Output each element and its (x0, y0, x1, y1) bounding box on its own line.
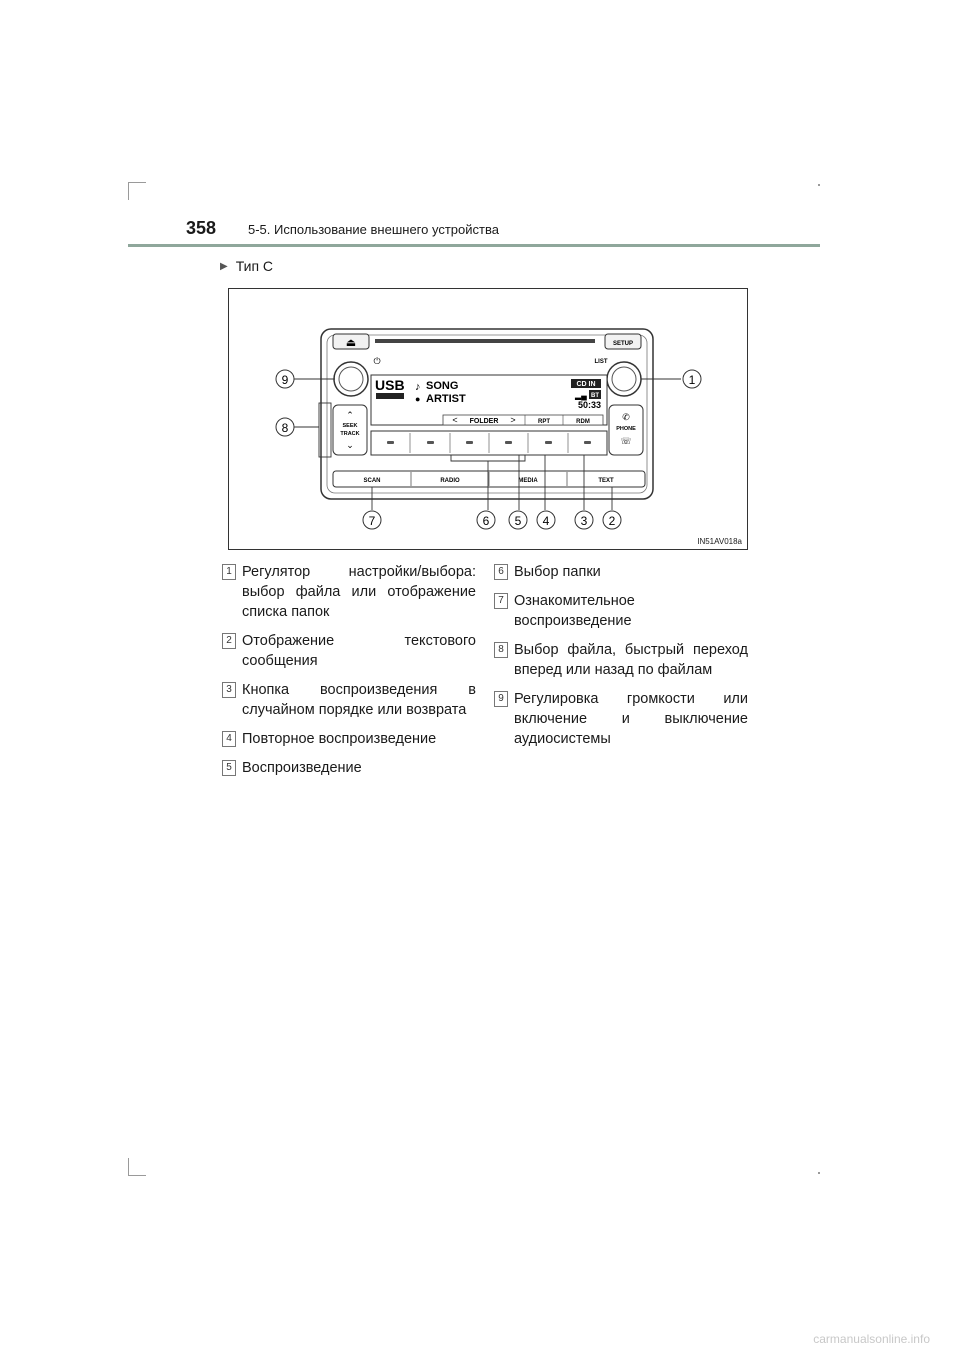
callout-1 (683, 370, 701, 388)
folder-right-chevron-icon: > (510, 415, 516, 425)
header-rule (128, 244, 820, 247)
power-icon: ⏻ (373, 356, 381, 366)
phone-hangup-icon: ☏ (620, 436, 632, 446)
legend-item (494, 640, 748, 680)
track-label: TRACK (340, 431, 360, 437)
legend-number: 5 (222, 760, 236, 776)
section-title: 5-5. Использование внешнего устройства (248, 222, 499, 237)
svg-text:3: 3 (580, 514, 588, 528)
svg-text:5: 5 (514, 514, 522, 528)
display-artist: ARTIST (426, 393, 466, 405)
legend-item (494, 591, 748, 631)
phone-label: PHONE (616, 426, 636, 432)
legend-item (222, 729, 476, 749)
radio-label: RADIO (440, 478, 460, 484)
type-label (220, 258, 273, 274)
usb-device-icon (376, 393, 404, 399)
legend-number: 1 (222, 564, 236, 580)
callout-8 (276, 418, 294, 436)
note-icon: ♪ (415, 381, 421, 393)
audio-unit-diagram (229, 289, 749, 551)
legend-text: Повторное воспроизведение (242, 731, 437, 747)
folder-left-chevron-icon: < (452, 415, 458, 425)
legend-text: Отображение текстового сообщения (242, 633, 476, 669)
crop-mark-top-left-v (128, 182, 129, 200)
crop-mark-top-right (818, 184, 820, 186)
eject-icon: ⏏ (345, 337, 357, 349)
legend-item (222, 758, 476, 778)
volume-knob-inner (339, 367, 363, 391)
crop-mark-top-left-h (128, 182, 146, 183)
phone-pickup-icon: ✆ (622, 412, 630, 422)
media-label: MEDIA (518, 478, 538, 484)
legend-text: Воспроизведение (242, 760, 362, 776)
display-song: SONG (426, 380, 459, 392)
seek-down-chevron-icon: ⌄ (346, 440, 354, 450)
watermark: carmanualsonline.info (813, 1332, 930, 1346)
display-source: USB (375, 377, 405, 393)
person-icon: ● (415, 394, 421, 404)
scan-label: SCAN (363, 478, 381, 484)
callout-3 (575, 511, 593, 529)
legend-number: 8 (494, 642, 508, 658)
callout-9 (276, 370, 294, 388)
legend-text: Кнопка воспроизведения в случайном порядке или возврата (242, 682, 476, 718)
legend-number: 7 (494, 593, 508, 609)
crop-mark-bottom-left-h (128, 1175, 146, 1176)
cd-slot (375, 339, 595, 343)
text-label: TEXT (598, 478, 614, 484)
svg-text:1: 1 (688, 373, 696, 387)
legend-right-column (494, 562, 748, 758)
crop-mark-bottom-right (818, 1172, 820, 1174)
legend-text: Выбор файла, быстрый переход вперед или назад по файлам (514, 642, 748, 678)
rpt-label: RPT (538, 419, 550, 425)
callout-4 (537, 511, 555, 529)
callout-2 (603, 511, 621, 529)
legend-text: Ознакомительное воспроизведение (514, 593, 635, 629)
svg-text:4: 4 (542, 514, 550, 528)
seek-up-chevron-icon: ⌃ (346, 410, 354, 420)
triangle-bullet-icon: ▶ (220, 260, 228, 272)
legend-text: Регулятор настройки/выбора: выбор файла или отображение списка папок (242, 564, 476, 620)
legend-item (222, 631, 476, 671)
tune-knob-inner (612, 367, 636, 391)
legend-text: Выбор папки (514, 564, 601, 580)
svg-text:2: 2 (608, 514, 616, 528)
legend-number: 4 (222, 731, 236, 747)
callout-7 (363, 511, 381, 529)
legend-text: Регулировка громкости или включение и выключение аудиосистемы (514, 691, 748, 747)
cd-in-label: CD IN (576, 381, 596, 388)
callout-5 (509, 511, 527, 529)
type-label-text: Тип C (235, 258, 274, 274)
callout-6 (477, 511, 495, 529)
legend-number: 2 (222, 633, 236, 649)
signal-icon: ▂▄ (575, 391, 587, 400)
legend-item (222, 680, 476, 720)
svg-text:9: 9 (281, 373, 289, 387)
svg-text:6: 6 (482, 514, 490, 528)
legend-number: 6 (494, 564, 508, 580)
crop-mark-bottom-left-v (128, 1158, 129, 1176)
legend-number: 9 (494, 691, 508, 707)
setup-label: SETUP (612, 341, 634, 347)
svg-text:7: 7 (368, 514, 376, 528)
list-label: LIST (594, 359, 608, 365)
figure-code: IN51AV018a (697, 537, 742, 546)
bt-label: BT (591, 393, 599, 399)
legend-number: 3 (222, 682, 236, 698)
page-number: 358 (186, 218, 217, 238)
seek-label: SEEK (342, 423, 358, 429)
svg-text:8: 8 (281, 421, 289, 435)
display-time: 50:33 (577, 400, 601, 410)
legend-item (494, 689, 748, 749)
legend-left-column (222, 562, 476, 787)
legend-item (494, 562, 748, 582)
legend-item (222, 562, 476, 622)
folder-label: FOLDER (469, 418, 499, 425)
rdm-label: RDM (576, 419, 590, 425)
audio-unit-figure (228, 288, 748, 550)
